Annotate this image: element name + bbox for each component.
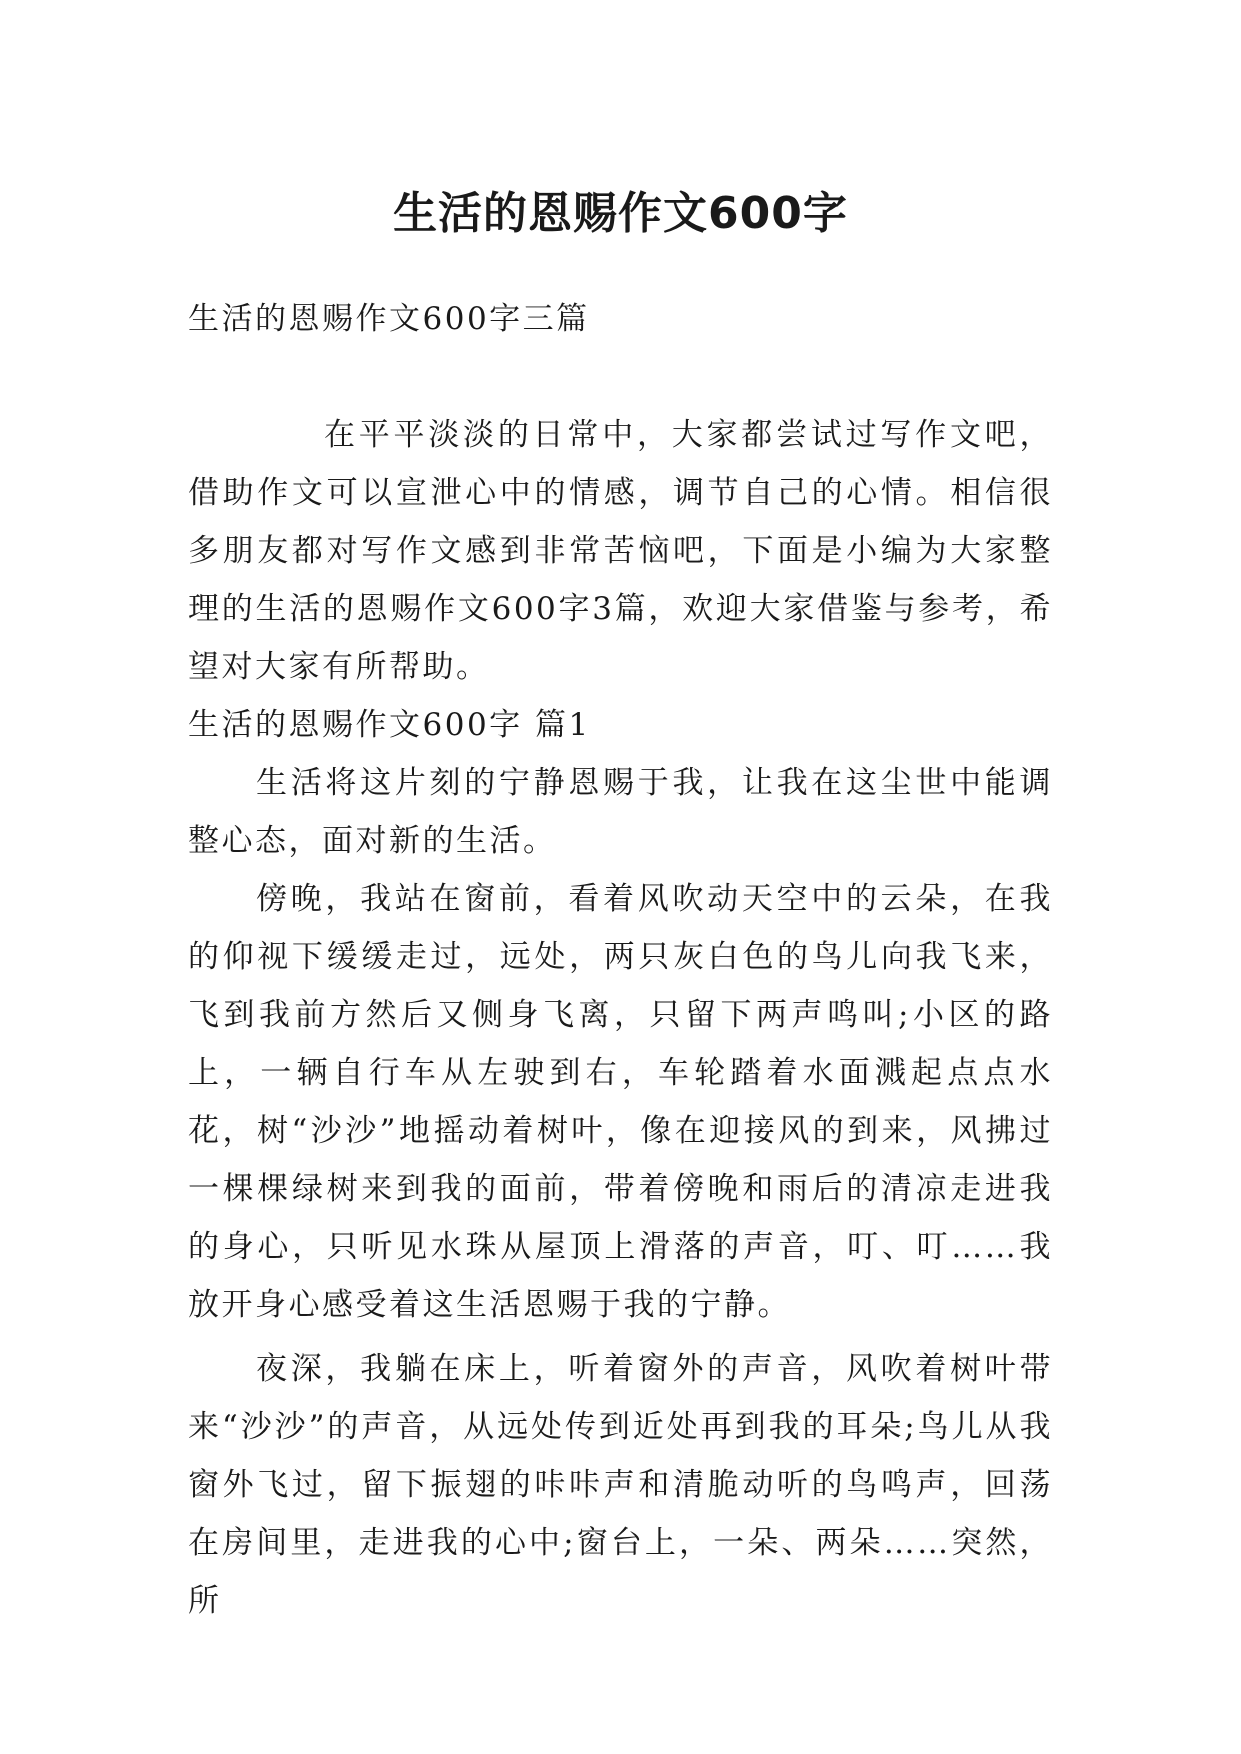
body-paragraph: 夜深，我躺在床上，听着窗外的声音，风吹着树叶带来“沙沙”的声音，从远处传到近处再到我的耳朵;鸟儿从我窗外飞过，留下振翅的咔咔声和清脆动听的鸟鸣声，回荡在房间里，走进我的心中;窗台上，一朵、两朵……突然，所 <box>188 1351 1053 1619</box>
page-title: 生活的恩赐作文600字 <box>393 188 848 240</box>
body-paragraph: 生活将这片刻的宁静恩赐于我，让我在这尘世中能调整心态，面对新的生活。 <box>188 765 1053 859</box>
document-body <box>188 290 1053 1630</box>
section-heading: 生活的恩赐作文600字 篇1 <box>188 707 591 743</box>
intro-paragraph: 在平平淡淡的日常中，大家都尝试过写作文吧，借助作文可以宣泄心中的情感，调节自己的心情。相信很多朋友都对写作文感到非常苦恼吧，下面是小编为大家整理的生活的恩赐作文600字3篇，欢迎大家借鉴与参考，希望对大家有所帮助。 <box>188 417 1053 685</box>
body-paragraph: 傍晚，我站在窗前，看着风吹动天空中的云朵，在我的仰视下缓缓走过，远处，两只灰白色的鸟儿向我飞来，飞到我前方然后又侧身飞离，只留下两声鸣叫;小区的路上，一辆自行车从左驶到右，车轮踏着水面溅起点点水花，树“沙沙”地摇动着树叶，像在迎接风的到来，风拂过一棵棵绿树来到我的面前，带着傍晚和雨后的清凉走进我的身心，只听见水珠从屋顶上滑落的声音，叮、叮……我放开身心感受着这生活恩赐于我的宁静。 <box>188 881 1053 1323</box>
document-subtitle: 生活的恩赐作文600字三篇 <box>188 301 590 337</box>
